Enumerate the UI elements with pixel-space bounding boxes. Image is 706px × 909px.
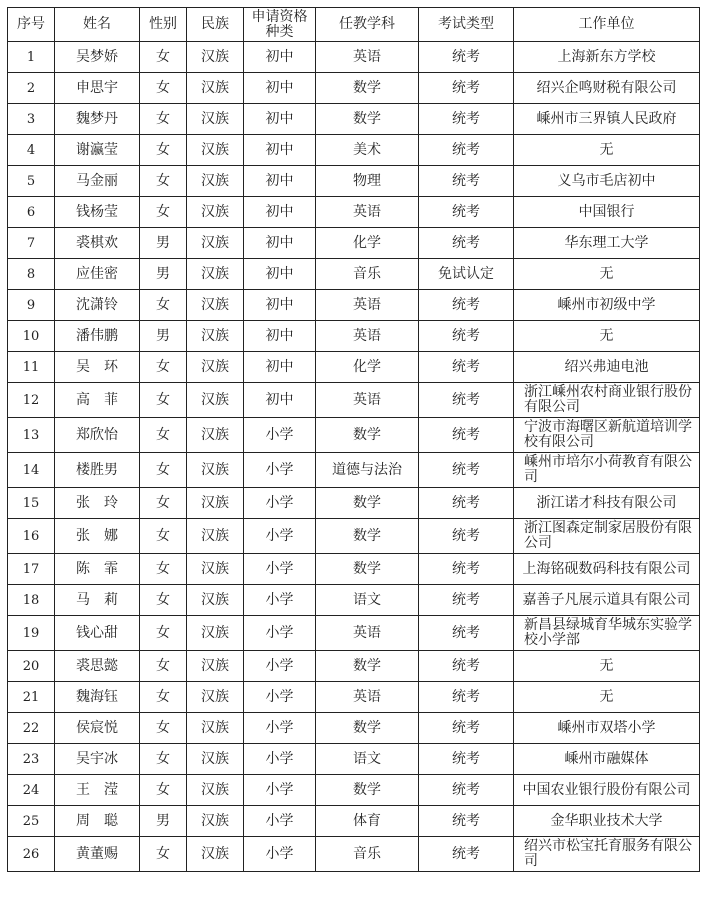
cell-no: 15 [8, 488, 55, 519]
cell-gender: 女 [140, 651, 187, 682]
cell-level: 初中 [244, 228, 316, 259]
cell-exam: 统考 [419, 42, 514, 73]
cell-gender: 女 [140, 775, 187, 806]
cell-workplace: 嵊州市培尔小荷教育有限公司 [514, 453, 700, 488]
cell-workplace: 嵊州市双塔小学 [514, 713, 700, 744]
cell-level: 小学 [244, 837, 316, 872]
table-row [8, 453, 700, 488]
cell-exam: 统考 [419, 135, 514, 166]
cell-workplace: 无 [514, 135, 700, 166]
table-body [8, 42, 700, 872]
cell-workplace: 中国银行 [514, 197, 700, 228]
cell-no: 26 [8, 837, 55, 872]
cell-name: 裘棋欢 [55, 228, 140, 259]
cell-workplace: 绍兴企鸣财税有限公司 [514, 73, 700, 104]
cell-subject: 语文 [316, 585, 419, 616]
cell-level: 小学 [244, 616, 316, 651]
table-row [8, 135, 700, 166]
cell-subject: 体育 [316, 806, 419, 837]
cell-workplace: 浙江嵊州农村商业银行股份有限公司 [514, 383, 700, 418]
cell-exam: 统考 [419, 104, 514, 135]
table-row [8, 585, 700, 616]
cell-no: 3 [8, 104, 55, 135]
cell-exam: 统考 [419, 775, 514, 806]
cell-name: 陈 霏 [55, 554, 140, 585]
cell-ethnicity: 汉族 [187, 104, 244, 135]
cell-level: 小学 [244, 775, 316, 806]
table-row [8, 682, 700, 713]
cell-ethnicity: 汉族 [187, 73, 244, 104]
cell-exam: 统考 [419, 383, 514, 418]
cell-level: 初中 [244, 135, 316, 166]
cell-gender: 女 [140, 554, 187, 585]
header-no: 序号 [8, 8, 55, 42]
cell-exam: 统考 [419, 418, 514, 453]
cell-workplace: 新昌县绿城育华城东实验学校小学部 [514, 616, 700, 651]
cell-subject: 语文 [316, 744, 419, 775]
cell-level: 初中 [244, 197, 316, 228]
table-row [8, 418, 700, 453]
cell-name: 高 菲 [55, 383, 140, 418]
cell-ethnicity: 汉族 [187, 42, 244, 73]
cell-no: 14 [8, 453, 55, 488]
cell-workplace: 浙江图森定制家居股份有限公司 [514, 519, 700, 554]
cell-ethnicity: 汉族 [187, 197, 244, 228]
cell-name: 马金丽 [55, 166, 140, 197]
cell-gender: 女 [140, 453, 187, 488]
table-row [8, 166, 700, 197]
cell-workplace: 绍兴市松宝托育服务有限公司 [514, 837, 700, 872]
cell-workplace: 嵊州市三界镇人民政府 [514, 104, 700, 135]
cell-workplace: 无 [514, 682, 700, 713]
cell-no: 4 [8, 135, 55, 166]
table-row [8, 519, 700, 554]
cell-workplace: 浙江诺才科技有限公司 [514, 488, 700, 519]
header-ethnicity: 民族 [187, 8, 244, 42]
cell-ethnicity: 汉族 [187, 713, 244, 744]
cell-ethnicity: 汉族 [187, 585, 244, 616]
cell-exam: 统考 [419, 651, 514, 682]
cell-name: 魏海钰 [55, 682, 140, 713]
table-row [8, 321, 700, 352]
table-header-row [8, 8, 700, 42]
cell-level: 小学 [244, 585, 316, 616]
cell-no: 1 [8, 42, 55, 73]
cell-ethnicity: 汉族 [187, 453, 244, 488]
cell-exam: 统考 [419, 352, 514, 383]
cell-workplace: 上海铭砚数码科技有限公司 [514, 554, 700, 585]
cell-ethnicity: 汉族 [187, 806, 244, 837]
cell-level: 小学 [244, 713, 316, 744]
cell-no: 12 [8, 383, 55, 418]
cell-no: 2 [8, 73, 55, 104]
cell-name: 申思宇 [55, 73, 140, 104]
cell-level: 小学 [244, 488, 316, 519]
cell-level: 小学 [244, 453, 316, 488]
cell-name: 谢瀛莹 [55, 135, 140, 166]
table-row [8, 806, 700, 837]
cell-gender: 女 [140, 290, 187, 321]
cell-subject: 化学 [316, 352, 419, 383]
cell-name: 应佳密 [55, 259, 140, 290]
cell-level: 小学 [244, 554, 316, 585]
cell-subject: 英语 [316, 42, 419, 73]
cell-name: 周 聪 [55, 806, 140, 837]
cell-workplace: 金华职业技术大学 [514, 806, 700, 837]
table-row [8, 104, 700, 135]
cell-gender: 女 [140, 42, 187, 73]
cell-workplace: 无 [514, 321, 700, 352]
cell-level: 初中 [244, 321, 316, 352]
cell-no: 13 [8, 418, 55, 453]
cell-workplace: 无 [514, 259, 700, 290]
cell-name: 楼胜男 [55, 453, 140, 488]
header-gender: 性别 [140, 8, 187, 42]
cell-gender: 男 [140, 806, 187, 837]
cell-subject: 数学 [316, 651, 419, 682]
cell-workplace: 中国农业银行股份有限公司 [514, 775, 700, 806]
cell-subject: 英语 [316, 616, 419, 651]
cell-gender: 女 [140, 488, 187, 519]
cell-no: 21 [8, 682, 55, 713]
table-row [8, 744, 700, 775]
cell-no: 20 [8, 651, 55, 682]
table-row [8, 488, 700, 519]
cell-no: 16 [8, 519, 55, 554]
cell-exam: 统考 [419, 837, 514, 872]
cell-gender: 女 [140, 418, 187, 453]
cell-level: 初中 [244, 42, 316, 73]
cell-exam: 统考 [419, 519, 514, 554]
cell-ethnicity: 汉族 [187, 651, 244, 682]
table-row [8, 775, 700, 806]
cell-ethnicity: 汉族 [187, 682, 244, 713]
cell-subject: 数学 [316, 519, 419, 554]
cell-exam: 统考 [419, 197, 514, 228]
cell-ethnicity: 汉族 [187, 775, 244, 806]
cell-gender: 女 [140, 585, 187, 616]
cell-level: 小学 [244, 651, 316, 682]
cell-subject: 英语 [316, 682, 419, 713]
cell-ethnicity: 汉族 [187, 519, 244, 554]
cell-workplace: 宁波市海曙区新航道培训学校有限公司 [514, 418, 700, 453]
cell-gender: 女 [140, 197, 187, 228]
cell-subject: 数学 [316, 488, 419, 519]
cell-subject: 美术 [316, 135, 419, 166]
table-row [8, 651, 700, 682]
cell-no: 7 [8, 228, 55, 259]
cell-no: 5 [8, 166, 55, 197]
cell-ethnicity: 汉族 [187, 166, 244, 197]
cell-level: 初中 [244, 290, 316, 321]
cell-no: 18 [8, 585, 55, 616]
cell-subject: 英语 [316, 321, 419, 352]
cell-gender: 女 [140, 837, 187, 872]
cell-level: 初中 [244, 104, 316, 135]
cell-name: 吴宇冰 [55, 744, 140, 775]
cell-subject: 道德与法治 [316, 453, 419, 488]
cell-exam: 统考 [419, 806, 514, 837]
cell-exam: 统考 [419, 744, 514, 775]
header-exam: 考试类型 [419, 8, 514, 42]
cell-ethnicity: 汉族 [187, 744, 244, 775]
cell-gender: 女 [140, 713, 187, 744]
header-workplace: 工作单位 [514, 8, 700, 42]
table-row [8, 197, 700, 228]
cell-ethnicity: 汉族 [187, 135, 244, 166]
cell-level: 初中 [244, 352, 316, 383]
cell-exam: 统考 [419, 585, 514, 616]
cell-level: 初中 [244, 166, 316, 197]
cell-no: 11 [8, 352, 55, 383]
cell-subject: 数学 [316, 73, 419, 104]
cell-exam: 免试认定 [419, 259, 514, 290]
cell-name: 侯宸悦 [55, 713, 140, 744]
cell-exam: 统考 [419, 488, 514, 519]
cell-gender: 男 [140, 259, 187, 290]
cell-exam: 统考 [419, 453, 514, 488]
cell-subject: 数学 [316, 418, 419, 453]
cell-no: 25 [8, 806, 55, 837]
header-subject: 任教学科 [316, 8, 419, 42]
cell-exam: 统考 [419, 554, 514, 585]
cell-exam: 统考 [419, 228, 514, 259]
cell-no: 24 [8, 775, 55, 806]
cell-no: 22 [8, 713, 55, 744]
table-row [8, 259, 700, 290]
cell-ethnicity: 汉族 [187, 259, 244, 290]
cell-subject: 数学 [316, 713, 419, 744]
cell-gender: 女 [140, 682, 187, 713]
cell-gender: 男 [140, 228, 187, 259]
cell-name: 马 莉 [55, 585, 140, 616]
cell-level: 初中 [244, 259, 316, 290]
cell-no: 9 [8, 290, 55, 321]
cell-no: 23 [8, 744, 55, 775]
cell-workplace: 义乌市毛店初中 [514, 166, 700, 197]
cell-name: 黄董赐 [55, 837, 140, 872]
header-name: 姓名 [55, 8, 140, 42]
cell-gender: 女 [140, 383, 187, 418]
cell-gender: 女 [140, 519, 187, 554]
cell-ethnicity: 汉族 [187, 554, 244, 585]
cell-ethnicity: 汉族 [187, 321, 244, 352]
table-row [8, 352, 700, 383]
cell-subject: 物理 [316, 166, 419, 197]
table-row [8, 554, 700, 585]
teacher-qualification-table-container [7, 7, 700, 872]
cell-name: 王 滢 [55, 775, 140, 806]
table-row [8, 290, 700, 321]
cell-subject: 音乐 [316, 259, 419, 290]
cell-gender: 女 [140, 135, 187, 166]
cell-no: 17 [8, 554, 55, 585]
cell-subject: 英语 [316, 290, 419, 321]
cell-name: 吴梦娇 [55, 42, 140, 73]
cell-subject: 数学 [316, 775, 419, 806]
cell-level: 小学 [244, 806, 316, 837]
cell-ethnicity: 汉族 [187, 418, 244, 453]
cell-exam: 统考 [419, 290, 514, 321]
cell-gender: 女 [140, 166, 187, 197]
cell-workplace: 嘉善子凡展示道具有限公司 [514, 585, 700, 616]
cell-level: 小学 [244, 519, 316, 554]
cell-level: 小学 [244, 744, 316, 775]
cell-subject: 化学 [316, 228, 419, 259]
cell-level: 初中 [244, 383, 316, 418]
cell-exam: 统考 [419, 73, 514, 104]
cell-name: 裘思懿 [55, 651, 140, 682]
cell-exam: 统考 [419, 321, 514, 352]
cell-no: 6 [8, 197, 55, 228]
cell-name: 沈潇铃 [55, 290, 140, 321]
header-level: 申请资格种类 [244, 8, 316, 42]
cell-ethnicity: 汉族 [187, 488, 244, 519]
cell-level: 初中 [244, 73, 316, 104]
cell-workplace: 绍兴弗迪电池 [514, 352, 700, 383]
cell-name: 吴 环 [55, 352, 140, 383]
table-row [8, 73, 700, 104]
cell-workplace: 上海新东方学校 [514, 42, 700, 73]
cell-no: 19 [8, 616, 55, 651]
cell-workplace: 嵊州市融媒体 [514, 744, 700, 775]
cell-ethnicity: 汉族 [187, 383, 244, 418]
cell-no: 8 [8, 259, 55, 290]
cell-subject: 数学 [316, 554, 419, 585]
cell-ethnicity: 汉族 [187, 352, 244, 383]
cell-workplace: 嵊州市初级中学 [514, 290, 700, 321]
cell-workplace: 无 [514, 651, 700, 682]
cell-gender: 女 [140, 352, 187, 383]
cell-name: 魏梦丹 [55, 104, 140, 135]
cell-ethnicity: 汉族 [187, 290, 244, 321]
cell-exam: 统考 [419, 166, 514, 197]
cell-ethnicity: 汉族 [187, 837, 244, 872]
cell-name: 郑欣怡 [55, 418, 140, 453]
cell-subject: 音乐 [316, 837, 419, 872]
cell-exam: 统考 [419, 616, 514, 651]
cell-name: 钱心甜 [55, 616, 140, 651]
cell-name: 钱杨莹 [55, 197, 140, 228]
cell-no: 10 [8, 321, 55, 352]
cell-gender: 女 [140, 744, 187, 775]
cell-gender: 男 [140, 321, 187, 352]
cell-subject: 数学 [316, 104, 419, 135]
cell-level: 小学 [244, 682, 316, 713]
cell-gender: 女 [140, 73, 187, 104]
cell-workplace: 华东理工大学 [514, 228, 700, 259]
table-row [8, 228, 700, 259]
cell-name: 潘伟鹏 [55, 321, 140, 352]
table-row [8, 383, 700, 418]
cell-gender: 女 [140, 104, 187, 135]
table-row [8, 713, 700, 744]
cell-exam: 统考 [419, 713, 514, 744]
cell-gender: 女 [140, 616, 187, 651]
cell-exam: 统考 [419, 682, 514, 713]
cell-ethnicity: 汉族 [187, 616, 244, 651]
cell-ethnicity: 汉族 [187, 228, 244, 259]
table-row [8, 837, 700, 872]
cell-name: 张 娜 [55, 519, 140, 554]
table-row [8, 616, 700, 651]
table-row [8, 42, 700, 73]
cell-subject: 英语 [316, 383, 419, 418]
cell-level: 小学 [244, 418, 316, 453]
cell-subject: 英语 [316, 197, 419, 228]
teacher-qualification-table [7, 7, 700, 872]
cell-name: 张 玲 [55, 488, 140, 519]
